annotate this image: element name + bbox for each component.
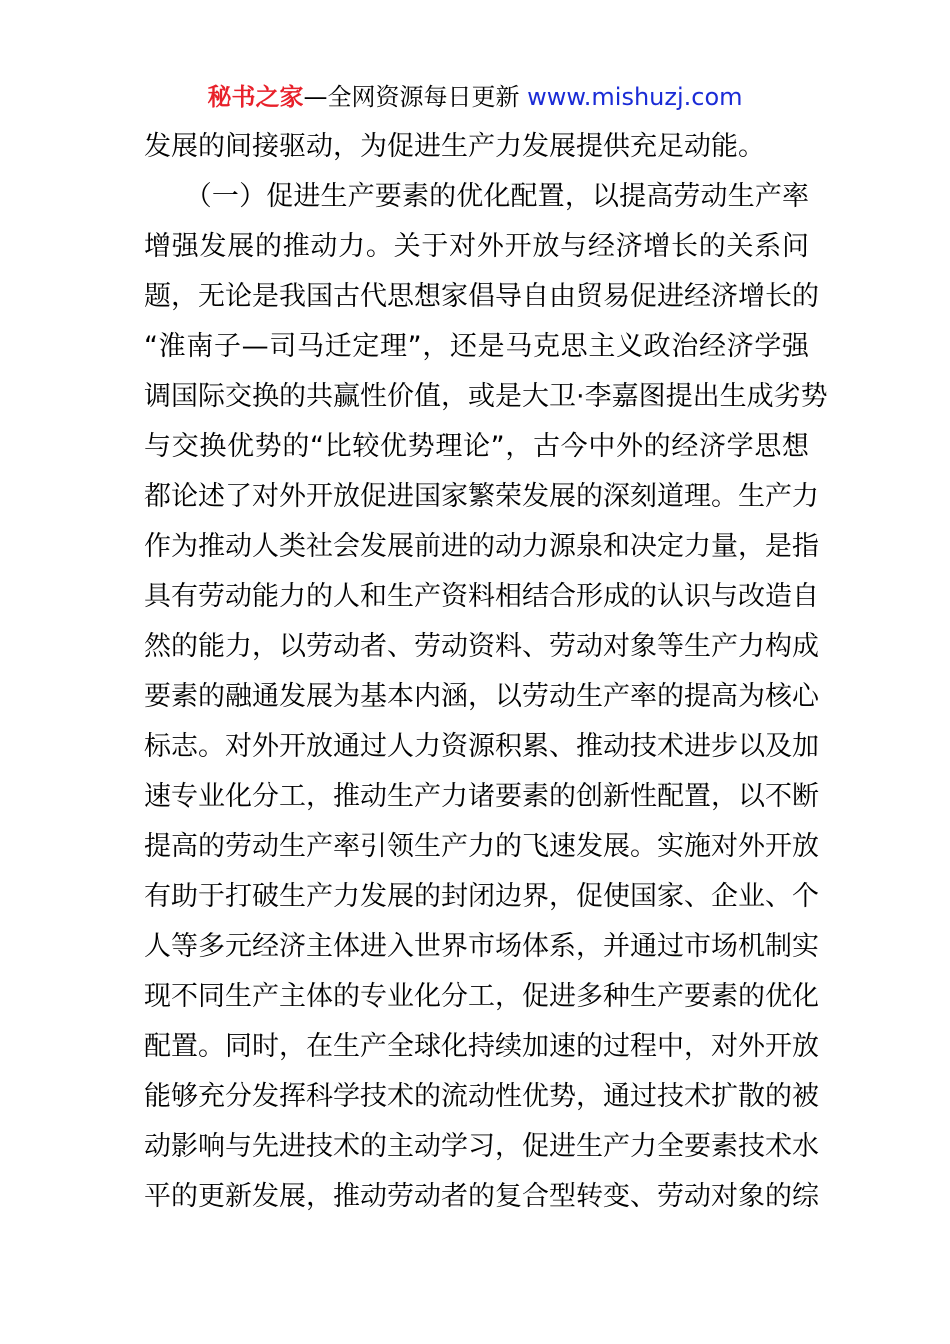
- site-brand: 秘书之家: [207, 83, 304, 111]
- text-line: 速专业化分工，推动生产力诸要素的创新性配置，以不断: [144, 781, 819, 812]
- site-slogan: —全网资源每日更新: [303, 83, 528, 111]
- text-line: 平的更新发展，推动劳动者的复合型转变、劳动对象的综: [144, 1181, 819, 1212]
- section-heading-line: （一）促进生产要素的优化配置，以提高劳动生产率: [144, 181, 809, 212]
- text-line: 人等多元经济主体进入世界市场体系，并通过市场机制实: [144, 931, 819, 962]
- text-line: 调国际交换的共赢性价值，或是大卫·李嘉图提出生成劣势: [144, 381, 828, 412]
- text-line: 作为推动人类社会发展前进的动力源泉和决定力量，是指: [144, 531, 819, 562]
- text-line: 有助于打破生产力发展的封闭边界，促使国家、企业、个: [144, 881, 819, 912]
- text-line: 然的能力，以劳动者、劳动资料、劳动对象等生产力构成: [144, 631, 819, 662]
- text-line: 动影响与先进技术的主动学习，促进生产力全要素技术水: [144, 1131, 819, 1162]
- site-url-link[interactable]: www.mishuzj.com: [527, 83, 743, 111]
- text-line: 配置。同时，在生产全球化持续加速的过程中，对外开放: [144, 1031, 819, 1062]
- text-line: 能够充分发挥科学技术的流动性优势，通过技术扩散的被: [144, 1081, 819, 1112]
- document-body: [144, 122, 828, 1222]
- text-line: 要素的融通发展为基本内涵，以劳动生产率的提高为核心: [144, 681, 819, 712]
- text-line: 题，无论是我国古代思想家倡导自由贸易促进经济增长的: [144, 281, 819, 312]
- text-line: “淮南子—司马迁定理”，还是马克思主义政治经济学强: [144, 331, 809, 362]
- text-line: 与交换优势的“比较优势理论”，古今中外的经济学思想: [144, 431, 809, 462]
- text-line: 标志。对外开放通过人力资源积累、推动技术进步以及加: [144, 731, 819, 762]
- text-line: 发展的间接驱动，为促进生产力发展提供充足动能。: [144, 131, 765, 162]
- text-line: 都论述了对外开放促进国家繁荣发展的深刻道理。生产力: [144, 481, 819, 512]
- site-header: [0, 79, 950, 115]
- text-line: 增强发展的推动力。关于对外开放与经济增长的关系问: [144, 231, 809, 262]
- text-line: 现不同生产主体的专业化分工，促进多种生产要素的优化: [144, 981, 819, 1012]
- text-line: 具有劳动能力的人和生产资料相结合形成的认识与改造自: [144, 581, 819, 612]
- text-line: 提高的劳动生产率引领生产力的飞速发展。实施对外开放: [144, 831, 819, 862]
